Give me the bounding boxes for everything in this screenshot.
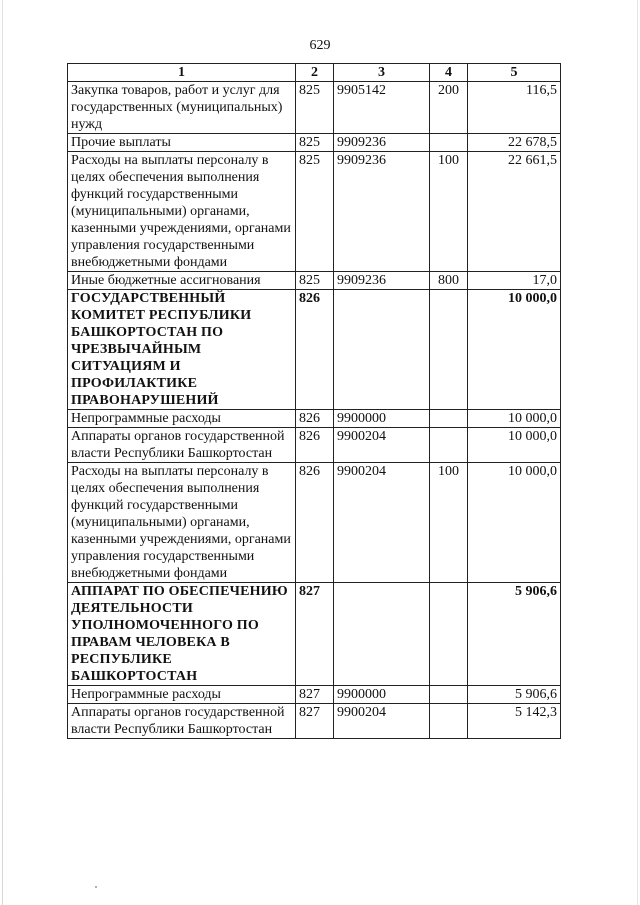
- header-col-2: 2: [296, 64, 334, 82]
- cell-ministry-code: 825: [296, 152, 334, 272]
- scan-speck: [95, 886, 97, 888]
- cell-expense-type: [430, 134, 468, 152]
- cell-article-code: 9900204: [334, 463, 430, 583]
- cell-article-code: 9905142: [334, 82, 430, 134]
- cell-name: Непрограммные расходы: [68, 686, 296, 704]
- cell-amount: 10 000,0: [468, 428, 561, 463]
- cell-expense-type: [430, 410, 468, 428]
- cell-ministry-code: 825: [296, 82, 334, 134]
- scan-edge-right: [637, 0, 638, 905]
- cell-article-code: 9900204: [334, 704, 430, 739]
- budget-table: [67, 63, 561, 739]
- cell-expense-type: [430, 290, 468, 410]
- cell-ministry-code: 826: [296, 428, 334, 463]
- table-row: [68, 134, 561, 152]
- cell-article-code: 9900000: [334, 686, 430, 704]
- cell-amount: 5 142,3: [468, 704, 561, 739]
- cell-name: АППАРАТ ПО ОБЕСПЕЧЕНИЮ ДЕЯТЕЛЬНОСТИ УПОЛНОМОЧЕННОГО ПО ПРАВАМ ЧЕЛОВЕКА В РЕСПУБЛИКЕ БАШКОРТОСТАН: [68, 583, 296, 686]
- cell-name: Иные бюджетные ассигнования: [68, 272, 296, 290]
- table-header-row: [68, 64, 561, 82]
- header-col-5: 5: [468, 64, 561, 82]
- header-col-4: 4: [430, 64, 468, 82]
- table-row: [68, 704, 561, 739]
- cell-name: Непрограммные расходы: [68, 410, 296, 428]
- cell-article-code: [334, 583, 430, 686]
- table-body: [68, 82, 561, 739]
- table-row: [68, 463, 561, 583]
- table-row: [68, 272, 561, 290]
- cell-name: Прочие выплаты: [68, 134, 296, 152]
- cell-amount: 17,0: [468, 272, 561, 290]
- cell-amount: 22 678,5: [468, 134, 561, 152]
- cell-expense-type: [430, 686, 468, 704]
- table-row-section: [68, 290, 561, 410]
- cell-amount: 10 000,0: [468, 410, 561, 428]
- cell-amount: 22 661,5: [468, 152, 561, 272]
- cell-ministry-code: 827: [296, 704, 334, 739]
- cell-expense-type: 200: [430, 82, 468, 134]
- cell-ministry-code: 825: [296, 272, 334, 290]
- cell-expense-type: 800: [430, 272, 468, 290]
- scan-edge-left: [2, 0, 3, 905]
- cell-name: Аппараты органов государственной власти Республики Башкортостан: [68, 428, 296, 463]
- cell-name: Закупка товаров, работ и услуг для государственных (муниципальных) нужд: [68, 82, 296, 134]
- cell-amount: 10 000,0: [468, 463, 561, 583]
- cell-ministry-code: 826: [296, 410, 334, 428]
- table-row: [68, 152, 561, 272]
- cell-expense-type: [430, 704, 468, 739]
- cell-name: Аппараты органов государственной власти Республики Башкортостан: [68, 704, 296, 739]
- table-row: [68, 686, 561, 704]
- cell-amount: 116,5: [468, 82, 561, 134]
- table-row-section: [68, 583, 561, 686]
- cell-ministry-code: 826: [296, 290, 334, 410]
- table-row: [68, 82, 561, 134]
- page-number: 629: [309, 38, 331, 53]
- cell-article-code: 9909236: [334, 272, 430, 290]
- cell-ministry-code: 825: [296, 134, 334, 152]
- cell-expense-type: 100: [430, 463, 468, 583]
- header-col-1: 1: [68, 64, 296, 82]
- cell-amount: 5 906,6: [468, 686, 561, 704]
- table-row: [68, 410, 561, 428]
- cell-ministry-code: 827: [296, 686, 334, 704]
- cell-article-code: 9909236: [334, 152, 430, 272]
- cell-amount: 10 000,0: [468, 290, 561, 410]
- cell-article-code: 9909236: [334, 134, 430, 152]
- cell-ministry-code: 827: [296, 583, 334, 686]
- cell-expense-type: [430, 583, 468, 686]
- cell-expense-type: [430, 428, 468, 463]
- header-col-3: 3: [334, 64, 430, 82]
- cell-name: Расходы на выплаты персоналу в целях обеспечения выполнения функций государственными (муниципальными) органами, казенными учреждениями, органами управления государственными внебюджетными фондами: [68, 463, 296, 583]
- cell-name: Расходы на выплаты персоналу в целях обеспечения выполнения функций государственными (муниципальными) органами, казенными учреждениями, органами управления государственными внебюджетными фондами: [68, 152, 296, 272]
- cell-article-code: 9900000: [334, 410, 430, 428]
- cell-name: ГОСУДАРСТВЕННЫЙ КОМИТЕТ РЕСПУБЛИКИ БАШКОРТОСТАН ПО ЧРЕЗВЫЧАЙНЫМ СИТУАЦИЯМ И ПРОФИЛАКТИКЕ ПРАВОНАРУШЕНИЙ: [68, 290, 296, 410]
- cell-amount: 5 906,6: [468, 583, 561, 686]
- cell-article-code: 9900204: [334, 428, 430, 463]
- cell-article-code: [334, 290, 430, 410]
- cell-ministry-code: 826: [296, 463, 334, 583]
- table-row: [68, 428, 561, 463]
- cell-expense-type: 100: [430, 152, 468, 272]
